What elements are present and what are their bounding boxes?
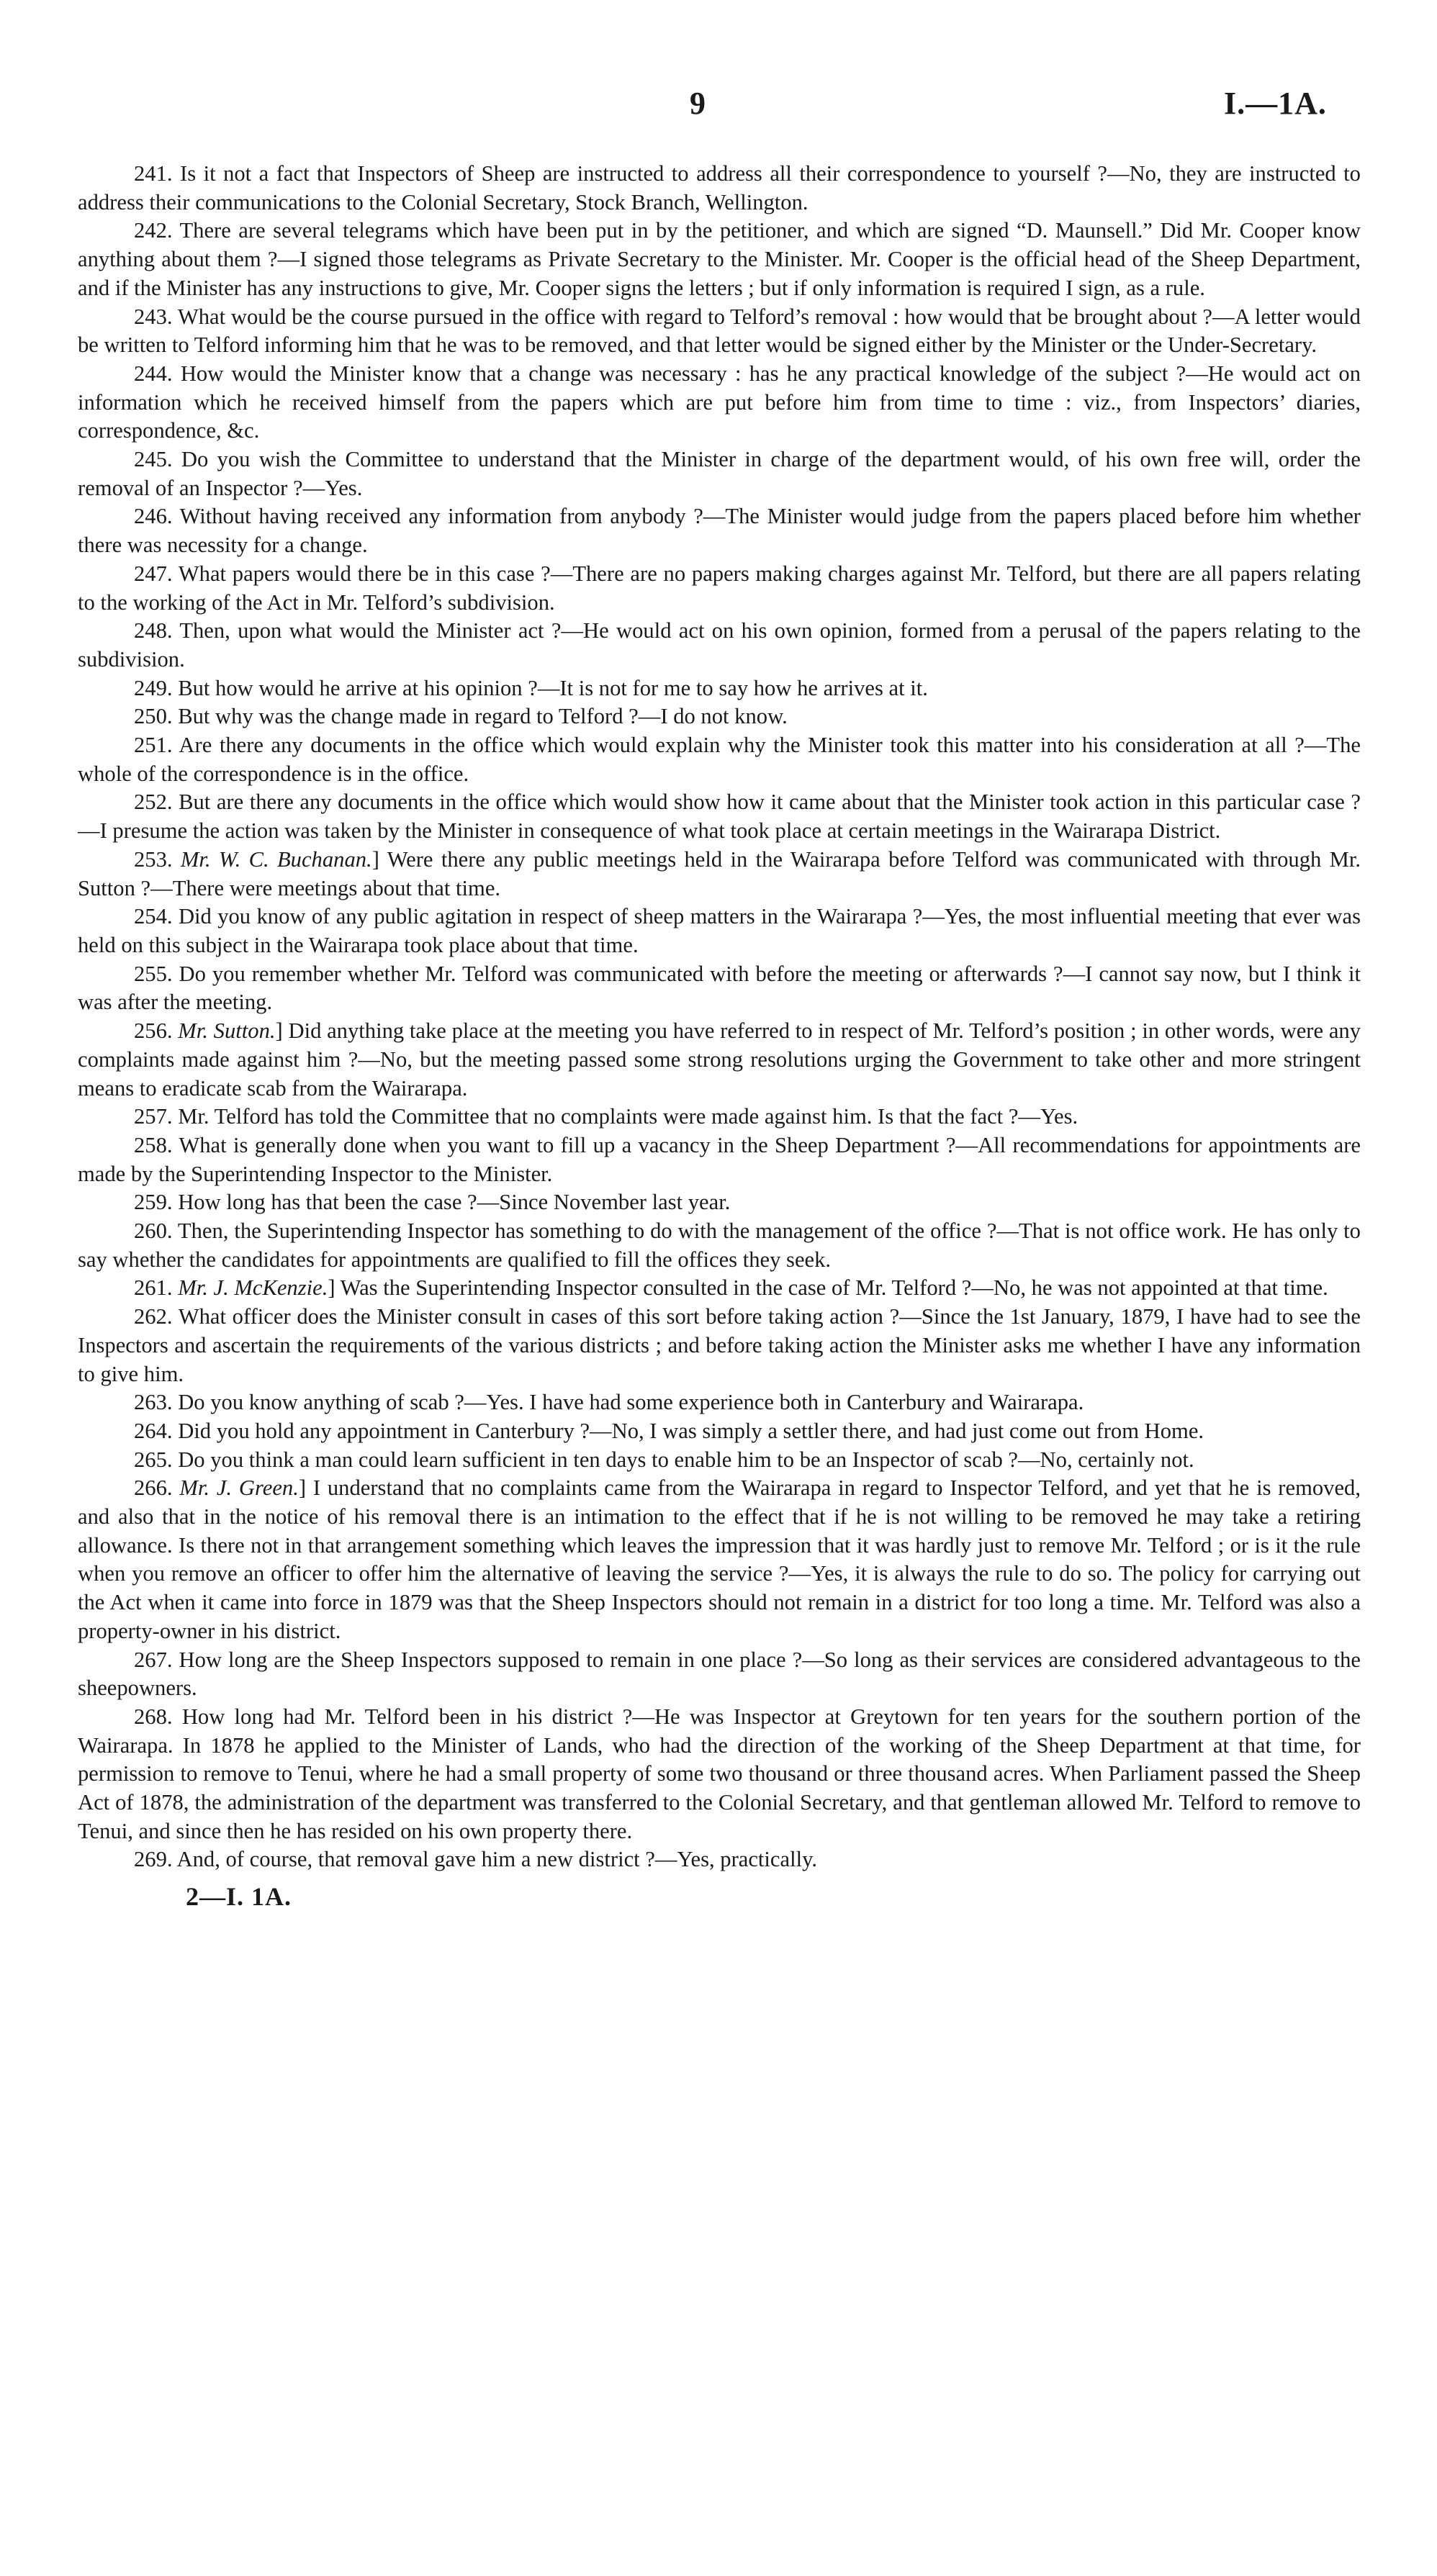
evidence-paragraph xyxy=(78,217,1361,302)
evidence-paragraph xyxy=(78,788,1361,845)
evidence-paragraph xyxy=(78,702,1361,731)
question-answer-text: Then, the Superintending Inspector has something to do with the management of the office ?—That is not office work. He has only to say whether the candidates for appointments are qualified to fill the offices they seek. xyxy=(78,1219,1361,1272)
question-answer-text: What is generally done when you want to fill up a vacancy in the Sheep Department ?—All recommendations for appointments are made by the Superintending Inspector to the Minister. xyxy=(78,1132,1361,1186)
question-answer-text: How long are the Sheep Inspectors supposed to remain in one place ?—So long as their services are considered advantageous to the sheepowners. xyxy=(78,1647,1361,1701)
questioner-name: Mr. Sutton. xyxy=(178,1018,276,1044)
question-number: 266. xyxy=(134,1475,173,1501)
evidence-paragraph xyxy=(78,1303,1361,1388)
evidence-paragraph: 266. Mr. J. Green.] I understand that no complaints came from the Wairarapa in regard to Inspector Telford, and yet that he is removed, and also that in the notice of his removal there is an intimation to the effect that if he is not willing to be removed he may take a retiring allowance. Is there not in that arrangement something which leaves the impression that it was hardly just to remove Mr. Telford ; or is it the rule when you remove an officer to offer him the alternative of leaving the service ?—Yes, it is always the rule to do so. The policy for carrying out the Act when it came into force in 1879 was that the Sheep Inspectors should not remain in a district for too long a time. Mr. Telford was also a property-owner in his district. xyxy=(78,1475,1361,1643)
question-number: 241. xyxy=(134,161,173,186)
question-answer-text: Do you know anything of scab ?—Yes. I have had some experience both in Canterbury and Wairarapa. xyxy=(178,1390,1084,1415)
evidence-paragraph xyxy=(78,446,1361,502)
question-number: 257. xyxy=(134,1104,173,1129)
question-answer-text: Do you think a man could learn sufficient in ten days to enable him to be an Inspector of scab ?—No, certainly not. xyxy=(178,1447,1194,1472)
question-answer-text: Is it not a fact that Inspectors of Sheep are instructed to address all their correspondence to yourself ?—No, they are instructed to address their communications to the Colonial Secretary, Stock Branch, Wellington. xyxy=(78,161,1361,214)
evidence-paragraph xyxy=(78,1103,1361,1131)
question-number: 249. xyxy=(134,675,173,700)
question-answer-text: Did you know of any public agitation in respect of sheep matters in the Wairarapa ?—Yes, the most influential meeting that ever was held on this subject in the Wairarapa took place about that time. xyxy=(78,904,1361,957)
question-answer-text: Do you remember whether Mr. Telford was communicated with before the meeting or afterwards ?—I cannot say now, but I think it was after the meeting. xyxy=(78,961,1361,1015)
questioner-name: Mr. J. McKenzie. xyxy=(178,1275,328,1301)
question-answer-text: I understand that no complaints came from the Wairarapa in regard to Inspector Telford, and yet that he is removed, and also that in the notice of his removal there is an intimation to the effect that if he is not willing to be removed he may take a retiring allowance. Is there not in that arrangement something which leaves the impression that it was hardly just to remove Mr. Telford ; or is it the rule when you remove an officer to offer him the alternative of leaving the service ?—Yes, it is always the rule to do so. The policy for carrying out the Act when it came into force in 1879 was that the Sheep Inspectors should not remain in a district for too long a time. Mr. Telford was also a property-owner in his district. xyxy=(78,1475,1361,1643)
page-header xyxy=(0,85,1437,128)
question-answer-text: But how would he arrive at his opinion ?—It is not for me to say how he arrives at it. xyxy=(178,675,928,700)
evidence-paragraph xyxy=(78,1388,1361,1417)
question-answer-text: What officer does the Minister consult in cases of this sort before taking action ?—Since the 1st January, 1879, I have had to see the Inspectors and ascertain the requirements of the various districts ; and before taking action the Minister asks me whether I have any information to give him. xyxy=(78,1304,1361,1386)
question-number: 246. xyxy=(134,504,173,529)
question-number: 261. xyxy=(134,1275,173,1301)
question-number: 268. xyxy=(134,1704,173,1729)
question-answer-text: How would the Minister know that a change was necessary : has he any practical knowledge of the subject ?—He would act on information which he received himself from the papers which are put before him from time to time : viz., from Inspectors’ diaries, correspondence, &c. xyxy=(78,361,1361,443)
question-answer-text: Was the Superintending Inspector consulted in the case of Mr. Telford ?—No, he was not appointed at that time. xyxy=(340,1275,1328,1301)
question-answer-text: Then, upon what would the Minister act ?—He would act on his own opinion, formed from a perusal of the papers relating to the subdivision. xyxy=(78,618,1361,672)
evidence-paragraph xyxy=(78,731,1361,788)
evidence-paragraph: 253. Mr. W. C. Buchanan.] Were there any public meetings held in the Wairarapa before Telford was communicated with through Mr. Sutton ?—There were meetings about that time. xyxy=(78,846,1361,900)
question-number: 244. xyxy=(134,361,173,386)
question-number: 267. xyxy=(134,1647,173,1672)
question-number: 253. xyxy=(134,846,173,872)
question-answer-text: What would be the course pursued in the office with regard to Telford’s removal : how would that be brought about ?—A letter would be written to Telford informing him that he was to be removed, and that letter would be signed either by the Minister or the Under-Secretary. xyxy=(78,304,1361,358)
printer-signature-mark: 2—I. 1A. xyxy=(186,1882,292,1911)
question-number: 242. xyxy=(134,218,173,243)
question-answer-text: Are there any documents in the office which would explain why the Minister took this matter into his consideration at all ?—The whole of the correspondence is in the office. xyxy=(78,733,1361,786)
question-number: 269. xyxy=(134,1847,173,1872)
evidence-paragraph xyxy=(78,674,1361,703)
evidence-paragraph xyxy=(78,1703,1361,1846)
question-number: 252. xyxy=(134,790,173,815)
evidence-paragraph xyxy=(78,1188,1361,1217)
question-answer-text: But why was the change made in regard to Telford ?—I do not know. xyxy=(178,704,788,729)
evidence-paragraph xyxy=(78,903,1361,959)
question-number: 255. xyxy=(134,961,173,986)
question-number: 260. xyxy=(134,1219,173,1244)
question-answer-text: Without having received any information from anybody ?—The Minister would judge from the papers placed before him whether there was necessity for a change. xyxy=(78,504,1361,558)
evidence-paragraph xyxy=(78,1417,1361,1446)
question-number: 247. xyxy=(134,561,173,586)
evidence-paragraph xyxy=(78,303,1361,360)
question-answer-text: How long has that been the case ?—Since November last year. xyxy=(178,1190,731,1215)
question-number: 256. xyxy=(134,1018,173,1044)
questioner-name: Mr. J. Green. xyxy=(179,1475,299,1501)
evidence-paragraph xyxy=(78,502,1361,559)
evidence-paragraph: 256. Mr. Sutton.] Did anything take place at the meeting you have referred to in respect of Mr. Telford’s position ; in other words, were any complaints made against him ?—No, but the meeting passed some strong resolutions urging the Government to take other and more stringent means to eradicate scab from the Wairarapa. xyxy=(78,1018,1361,1101)
question-answer-text: There are several telegrams which have been put in by the petitioner, and which are signed “D. Maunsell.” Did Mr. Cooper know anything about them ?—I signed those telegrams as Private Secretary to the Minister. Mr. Cooper is the official head of the Sheep Department, and if the Minister has any instructions to give, Mr. Cooper signs the letters ; but if only information is required I sign, as a rule. xyxy=(78,218,1361,300)
question-answer-text: How long had Mr. Telford been in his district ?—He was Inspector at Greytown for ten years for the southern portion of the Wairarapa. In 1878 he applied to the Minister of Lands, who had the direction of the working of the Sheep Department at that time, for permission to remove to Tenui, where he had a small property of some two thousand or three thousand acres. When Parliament passed the Sheep Act of 1878, the administration of the department was transferred to the Colonial Secretary, and that gentleman allowed Mr. Telford to remove to Tenui, and since then he has resided on his own property there. xyxy=(78,1704,1361,1843)
questioner-name: Mr. W. C. Buchanan. xyxy=(180,846,372,872)
question-number: 254. xyxy=(134,904,173,929)
evidence-paragraph xyxy=(78,960,1361,1017)
question-number: 259. xyxy=(134,1190,173,1215)
question-number: 258. xyxy=(134,1132,173,1157)
evidence-paragraph xyxy=(78,560,1361,617)
question-number: 251. xyxy=(134,733,173,758)
evidence-paragraph xyxy=(78,1131,1361,1188)
question-answer-text: And, of course, that removal gave him a new district ?—Yes, practically. xyxy=(176,1847,818,1872)
evidence-paragraph xyxy=(78,1217,1361,1274)
question-number: 262. xyxy=(134,1304,173,1329)
question-number: 243. xyxy=(134,304,173,329)
evidence-paragraph xyxy=(78,160,1361,217)
question-answer-text: Did you hold any appointment in Canterbury ?—No, I was simply a settler there, and had just come out from Home. xyxy=(178,1418,1204,1443)
evidence-paragraph xyxy=(78,617,1361,674)
question-answer-text: But are there any documents in the office which would show how it came about that the Minister took action in this particular case ?—I presume the action was taken by the Minister in consequence of what took place at certain meetings in the Wairarapa District. xyxy=(78,790,1361,844)
evidence-paragraph xyxy=(78,1646,1361,1703)
page-number: 9 xyxy=(690,86,706,121)
evidence-paragraph: 261. Mr. J. McKenzie.] Was the Superintending Inspector consulted in the case of Mr. Telford ?—No, he was not appointed at that time. xyxy=(134,1275,1328,1301)
question-answer-text: What papers would there be in this case ?—There are no papers making charges against Mr. Telford, but there are all papers relating to the working of the Act in Mr. Telford’s subdivision. xyxy=(78,561,1361,615)
question-number: 250. xyxy=(134,704,173,729)
question-answer-text: Do you wish the Committee to understand that the Minister in charge of the department would, of his own free will, order the removal of an Inspector ?—Yes. xyxy=(78,447,1361,500)
evidence-paragraph xyxy=(78,1845,1361,1874)
evidence-paragraph xyxy=(78,360,1361,446)
question-number: 263. xyxy=(134,1390,173,1415)
question-answer-text: Were there any public meetings held in the Wairarapa before Telford was communicated with through Mr. Sutton ?—There were meetings about that time. xyxy=(78,846,1361,900)
question-answer-text: Did anything take place at the meeting you have referred to in respect of Mr. Telford’s position ; in other words, were any complaints made against him ?—No, but the meeting passed some strong resolutions urging the Government to take other and more stringent means to eradicate scab from the Wairarapa. xyxy=(78,1018,1361,1101)
parliamentary-paper-reference: I.—1A. xyxy=(1224,86,1327,121)
question-number: 248. xyxy=(134,618,173,643)
question-number: 265. xyxy=(134,1447,173,1472)
question-number: 264. xyxy=(134,1418,173,1443)
question-answer-text: Mr. Telford has told the Committee that no complaints were made against him. Is that the fact ?—Yes. xyxy=(178,1104,1078,1129)
question-number: 245. xyxy=(134,447,173,472)
evidence-paragraph xyxy=(78,1446,1361,1475)
evidence-transcript xyxy=(78,160,1361,1874)
